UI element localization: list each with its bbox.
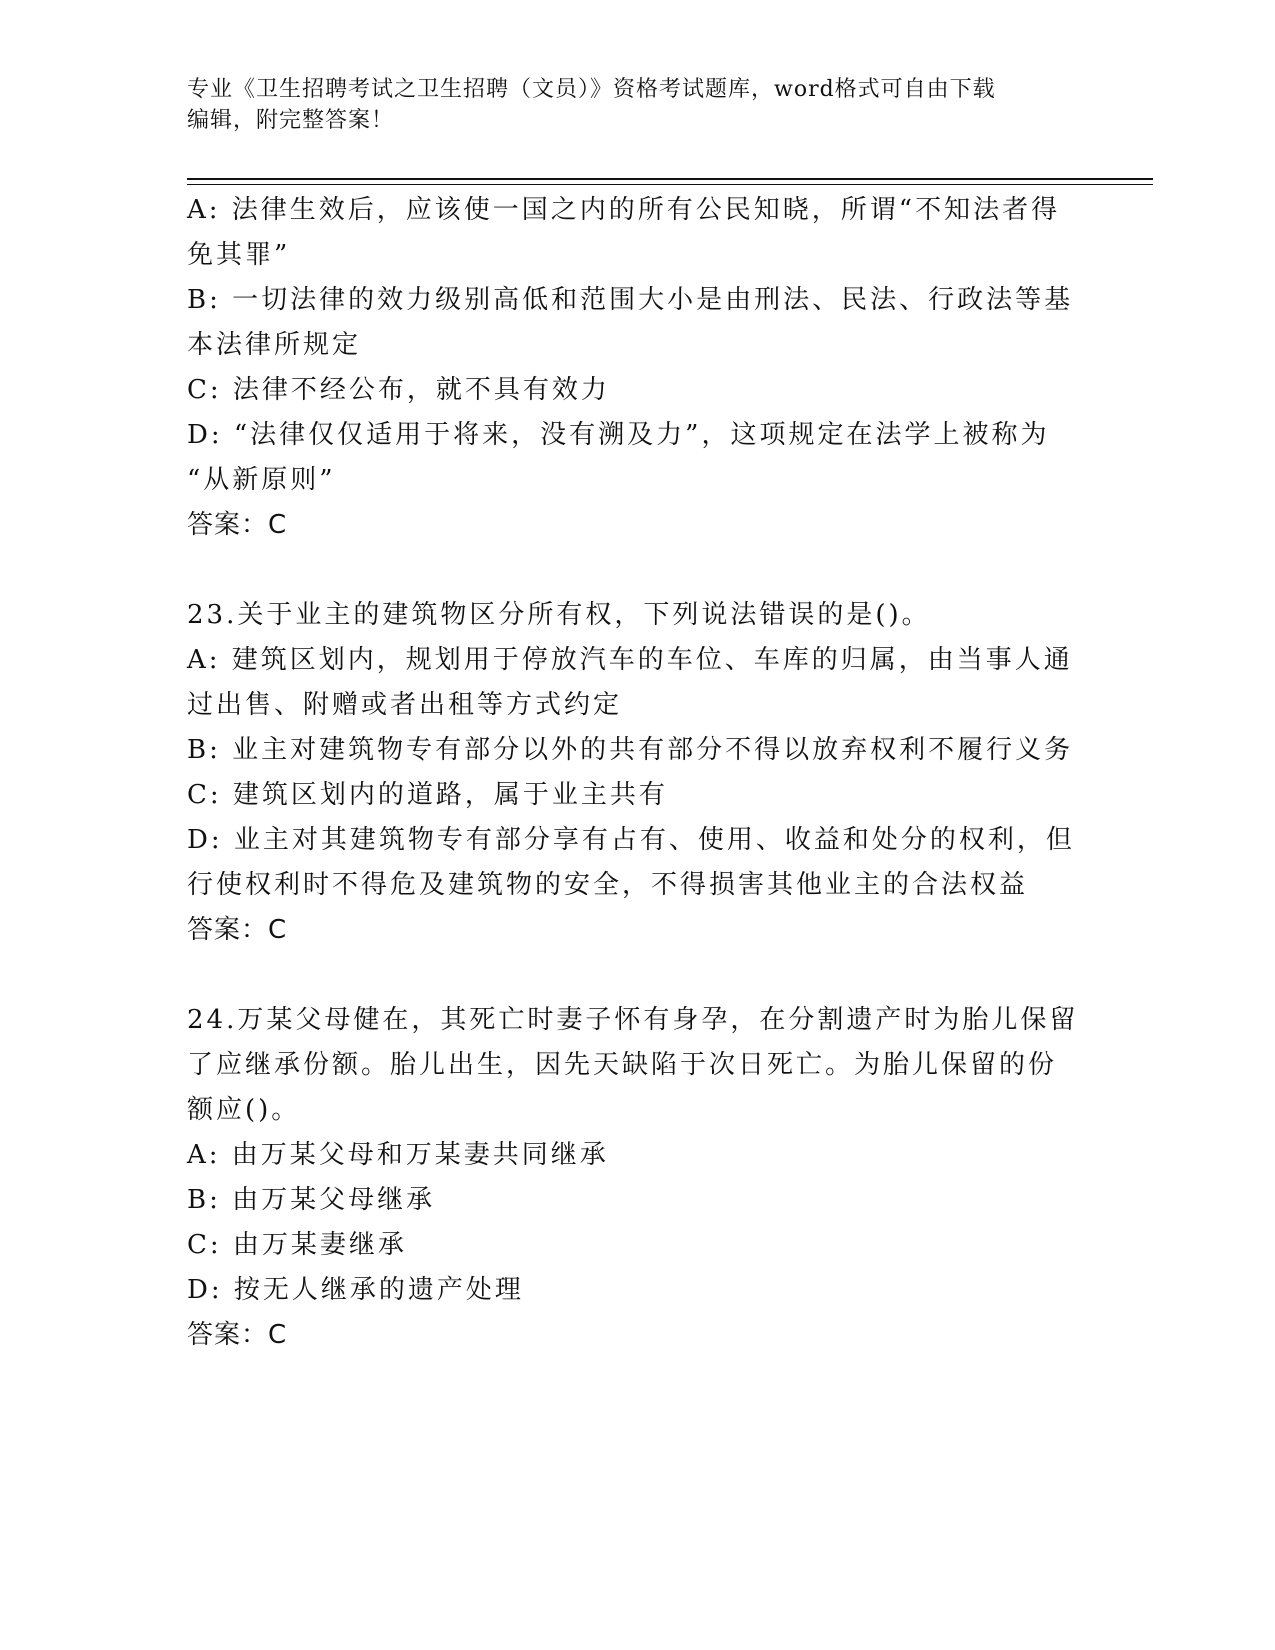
spacer — [187, 953, 1067, 998]
option-line: A: 法律生效后，应该使一国之内的所有公民知晓，所谓“不知法者得 — [187, 195, 1061, 225]
option-line: D: 业主对其建筑物专有部分享有占有、使用、收益和处分的权利，但 — [187, 825, 1075, 855]
option-line: B: 一切法律的效力级别高低和范围大小是由刑法、民法、行政法等基 — [187, 285, 1074, 315]
option-line: D: “法律仅仅适用于将来，没有溯及力”，这项规定在法学上被称为 — [187, 420, 1050, 450]
question-content — [187, 188, 1079, 1358]
question-block-24 — [187, 998, 1079, 1358]
option-line: B: 由万某父母继承 — [187, 1185, 436, 1215]
option-line: C: 建筑区划内的道路，属于业主共有 — [187, 780, 668, 810]
header-rule-thin — [187, 184, 1153, 185]
option-line: 本法律所规定 — [187, 330, 362, 360]
option-line: C: 由万某妻继承 — [187, 1230, 407, 1260]
option-line: 行使权利时不得危及建筑物的安全，不得损害其他业主的合法权益 — [187, 870, 1029, 900]
option-line: A: 由万某父母和万某妻共同继承 — [187, 1140, 609, 1170]
header-line: 编辑，附完整答案！ — [187, 108, 395, 133]
question-stem: 了应继承份额。胎儿出生，因先天缺陷于次日死亡。为胎儿保留的份 — [187, 1050, 1058, 1080]
option-line: C: 法律不经公布，就不具有效力 — [187, 375, 610, 405]
option-line: “从新原则” — [187, 465, 336, 495]
spacer — [187, 548, 1067, 593]
header-line: 专业《卫生招聘考试之卫生招聘（文员）》资格考试题库，word格式可自由下载 — [187, 77, 996, 102]
option-line: D: 按无人继承的遗产处理 — [187, 1275, 524, 1305]
answer-line: 答案：C — [187, 915, 288, 945]
question-block-prev — [187, 188, 1074, 548]
header-rule-thick — [187, 178, 1153, 180]
option-line: B: 业主对建筑物专有部分以外的共有部分不得以放弃权利不履行义务 — [187, 735, 1074, 765]
document-header — [187, 74, 1067, 136]
option-line: 过出售、附赠或者出租等方式约定 — [187, 690, 623, 720]
question-stem: 23.关于业主的建筑物区分所有权，下列说法错误的是()。 — [187, 600, 931, 630]
option-line: A: 建筑区划内，规划用于停放汽车的车位、车库的归属，由当事人通 — [187, 645, 1073, 675]
question-stem: 24.万某父母健在，其死亡时妻子怀有身孕，在分割遗产时为胎儿保留 — [187, 1005, 1079, 1035]
answer-line: 答案：C — [187, 510, 288, 540]
question-block-23 — [187, 593, 1075, 953]
option-line: 免其罪” — [187, 240, 291, 270]
question-stem: 额应()。 — [187, 1095, 301, 1125]
answer-line: 答案：C — [187, 1320, 288, 1350]
